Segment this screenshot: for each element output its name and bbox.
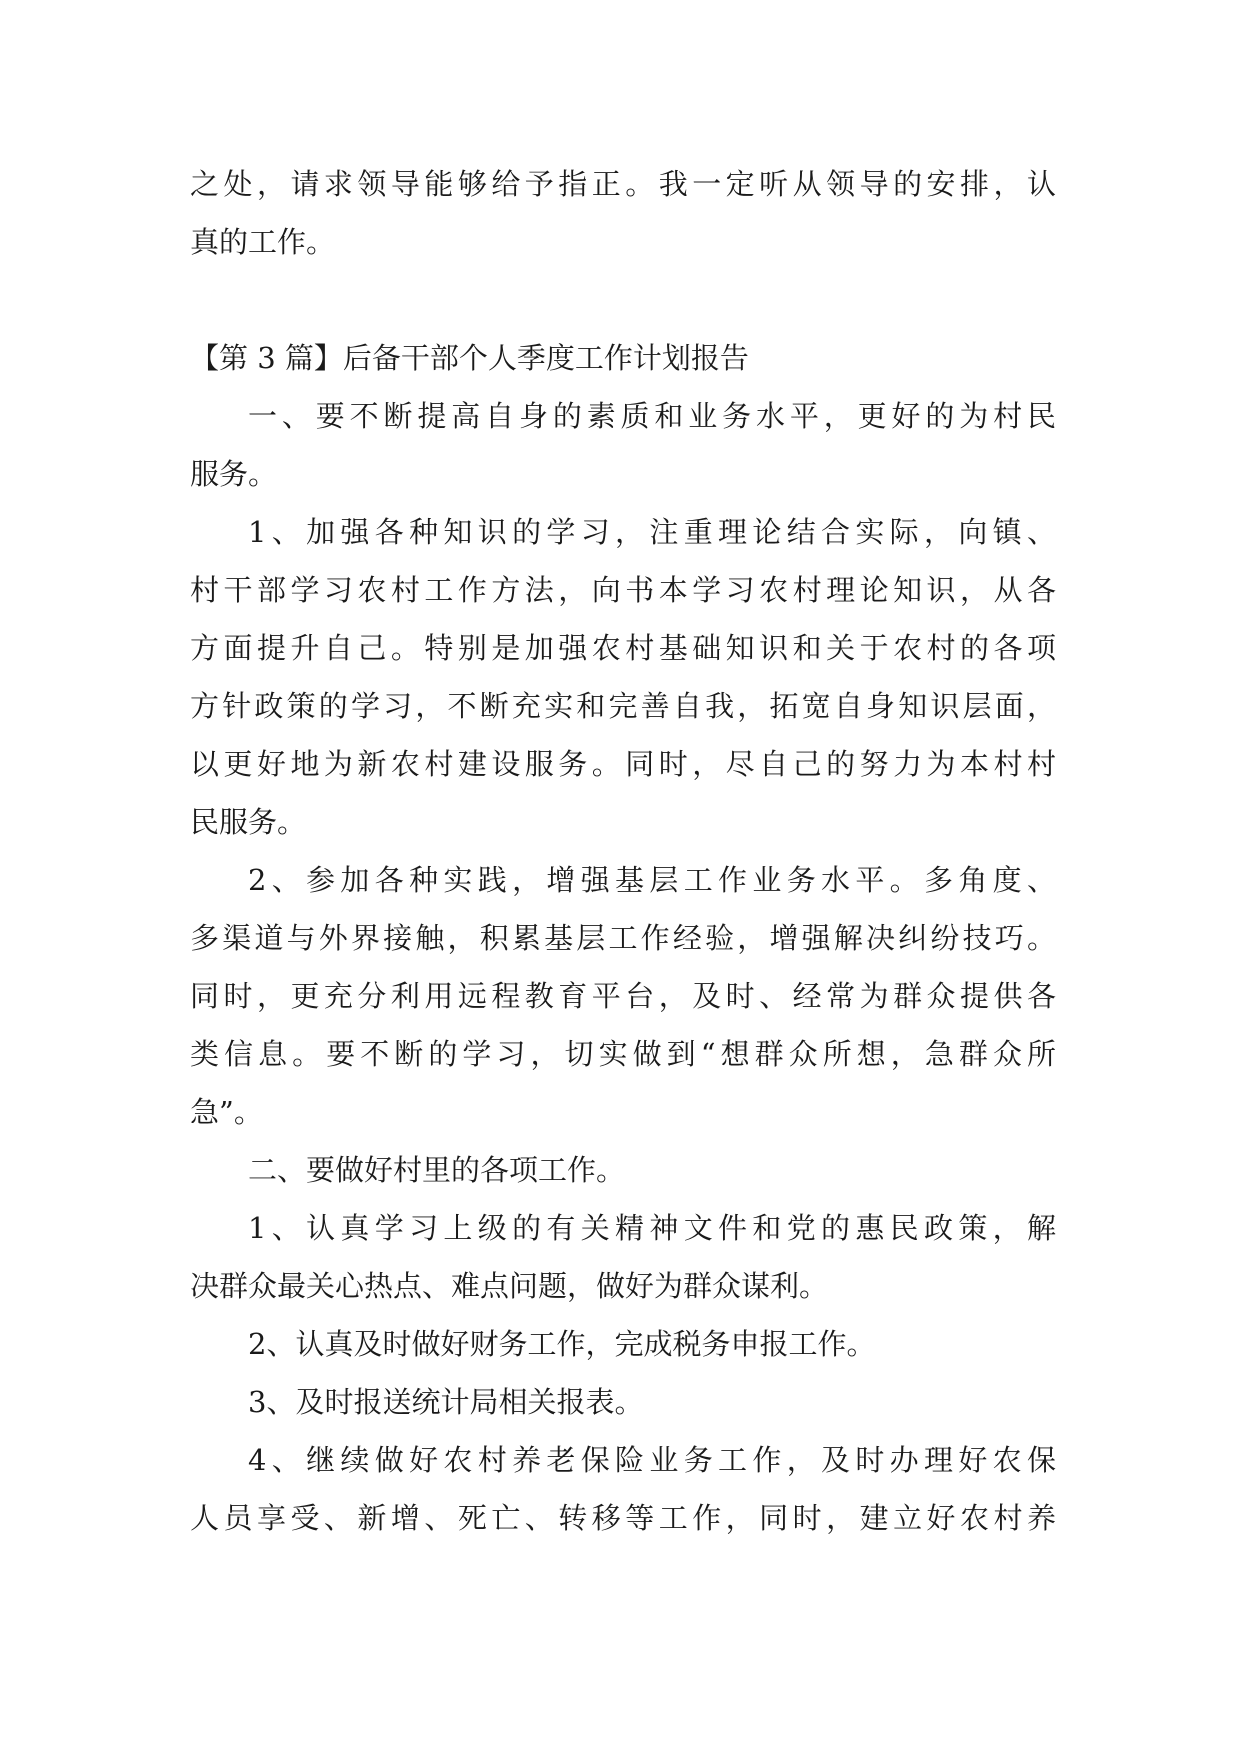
section2-title: 二、要做好村里的各项工作。 (248, 1153, 626, 1187)
intro-line-2: 真的工作。 (190, 225, 336, 259)
document-page (190, 155, 1056, 1547)
para1-line-2: 村干部学习农村工作方法，向书本学习农村理论知识，从各 (190, 573, 1056, 607)
intro-line-1: 之处，请求领导能够给予指正。我一定听从领导的安排，认 (190, 167, 1056, 201)
section1-title-line-2: 服务。 (190, 457, 278, 491)
para2-line-3: 同时，更充分利用远程教育平台，及时、经常为群众提供各 (190, 979, 1056, 1013)
para4-line: 2、认真及时做好财务工作，完成税务申报工作。 (248, 1327, 876, 1361)
article-heading: 【第 3 篇】后备干部个人季度工作计划报告 (190, 341, 749, 375)
para3-line-1: 1、认真学习上级的有关精神文件和党的惠民政策，解 (248, 1211, 1056, 1245)
section1-title-line-1: 一、要不断提高自身的素质和业务水平，更好的为村民 (248, 399, 1056, 433)
para2-line-1: 2、参加各种实践，增强基层工作业务水平。多角度、 (248, 863, 1056, 897)
para2-line-2: 多渠道与外界接触，积累基层工作经验，增强解决纠纷技巧。 (190, 921, 1056, 955)
para6-line-2: 人员享受、新增、死亡、转移等工作，同时，建立好农村养 (190, 1501, 1056, 1535)
section-gap (190, 271, 1056, 329)
para1-line-1: 1、加强各种知识的学习，注重理论结合实际，向镇、 (248, 515, 1056, 549)
para3-line-2: 决群众最关心热点、难点问题，做好为群众谋利。 (190, 1269, 829, 1303)
para1-line-5: 以更好地为新农村建设服务。同时，尽自己的努力为本村村 (190, 747, 1056, 781)
para6-line-1: 4、继续做好农村养老保险业务工作，及时办理好农保 (248, 1443, 1056, 1477)
para1-line-4: 方针政策的学习，不断充实和完善自我，拓宽自身知识层面， (190, 689, 1056, 723)
para2-line-4: 类信息。要不断的学习，切实做到“想群众所想，急群众所 (190, 1037, 1056, 1071)
para5-line: 3、及时报送统计局相关报表。 (248, 1385, 644, 1419)
para2-line-5: 急”。 (190, 1095, 263, 1129)
para1-line-6: 民服务。 (190, 805, 307, 839)
para1-line-3: 方面提升自己。特别是加强农村基础知识和关于农村的各项 (190, 631, 1056, 665)
